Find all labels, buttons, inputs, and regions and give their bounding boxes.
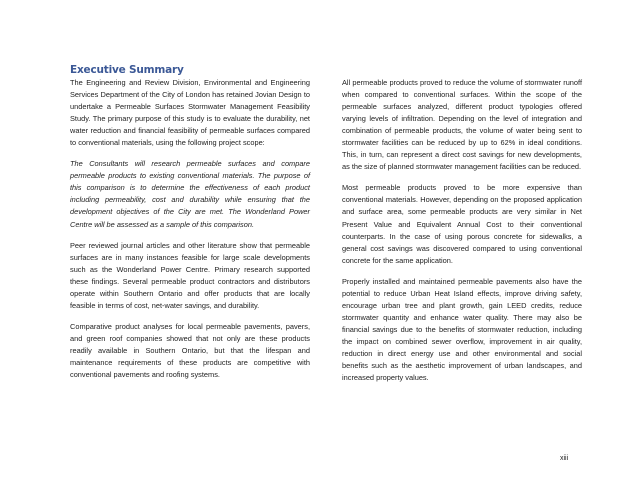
page-number: xiii — [560, 455, 569, 462]
project-scope-paragraph: The Consultants will research permeable surfaces and compare permeable products to existing conventional materials. The purpose of this comparison is to determine the effectiveness of each product including permeability, cost and durability while ensuring that the development objectives of the City are met. The Wonderland Power Centre will be assessed as a sample of this comparison. — [70, 159, 310, 229]
paragraph: The Engineering and Review Division, Environmental and Engineering Services Department of the City of London has retained Jovian Design to undertake a Permeable Surfaces Stormwater Management Feasibility Study. The primary purpose of this study is to evaluate the durability, net water reduction and financial feasibility of permeable surfaces compared to conventional materials, using the following project scope: — [70, 78, 310, 148]
paragraph: Most permeable products proved to be more expensive than conventional materials. However, depending on the proposed application and surface area, some permeable products are very similar in Net Present Value and Equivalent Annual Cost to their conventional counterparts. In the case of using porous concrete for sidewalks, a general cost savings was discovered compared to using conventional concrete for the same application. — [342, 183, 582, 265]
paragraph: Properly installed and maintained permeable pavements also have the potential to reduce Urban Heat Island effects, improve driving safety, encourage urban tree and plant growth, gain LEED credits, reduce stormwater quantity and enhance water quality. There may also be financial savings due to the benefits of stormwater reduction, including the impact on combined sewer overflow, improvement in air quality, reduction in direct energy use and other environmental and social benefits such as the aesthetic improvement of urban landscapes, and increased property values. — [342, 276, 582, 383]
section-heading: Executive Summary — [70, 64, 184, 76]
paragraph: Comparative product analyses for local permeable pavements, pavers, and green roof companies showed that not only are these products readily available in Southern Ontario, but that the lifespan and maintenance requirements of these products are competitive with conventional pavements and roofing systems. — [70, 321, 310, 380]
paragraph: All permeable products proved to reduce the volume of stormwater runoff when compared to conventional surfaces. Within the scope of the permeable surfaces analyzed, different product typologies offered varying levels of infiltration. Depending on the level of integration and combination of permeable products, the volume of water being sent to stormwater facilities can be reduced by up to 62% in ideal conditions. This, in turn, can represent a direct cost savings for new developments, as the size of planned stormwater management facilities can be reduced. — [342, 78, 582, 172]
paragraph: Peer reviewed journal articles and other literature show that permeable surfaces are in many instances feasible for large scale developments such as the Wonderland Power Centre. Primary research supported these findings. Several permeable product contractors and distributors operate within Southern Ontario and offer products that are locally feasible in terms of cost, net-water savings, and durability. — [70, 240, 310, 310]
right-column — [342, 77, 582, 393]
left-column — [70, 77, 310, 390]
